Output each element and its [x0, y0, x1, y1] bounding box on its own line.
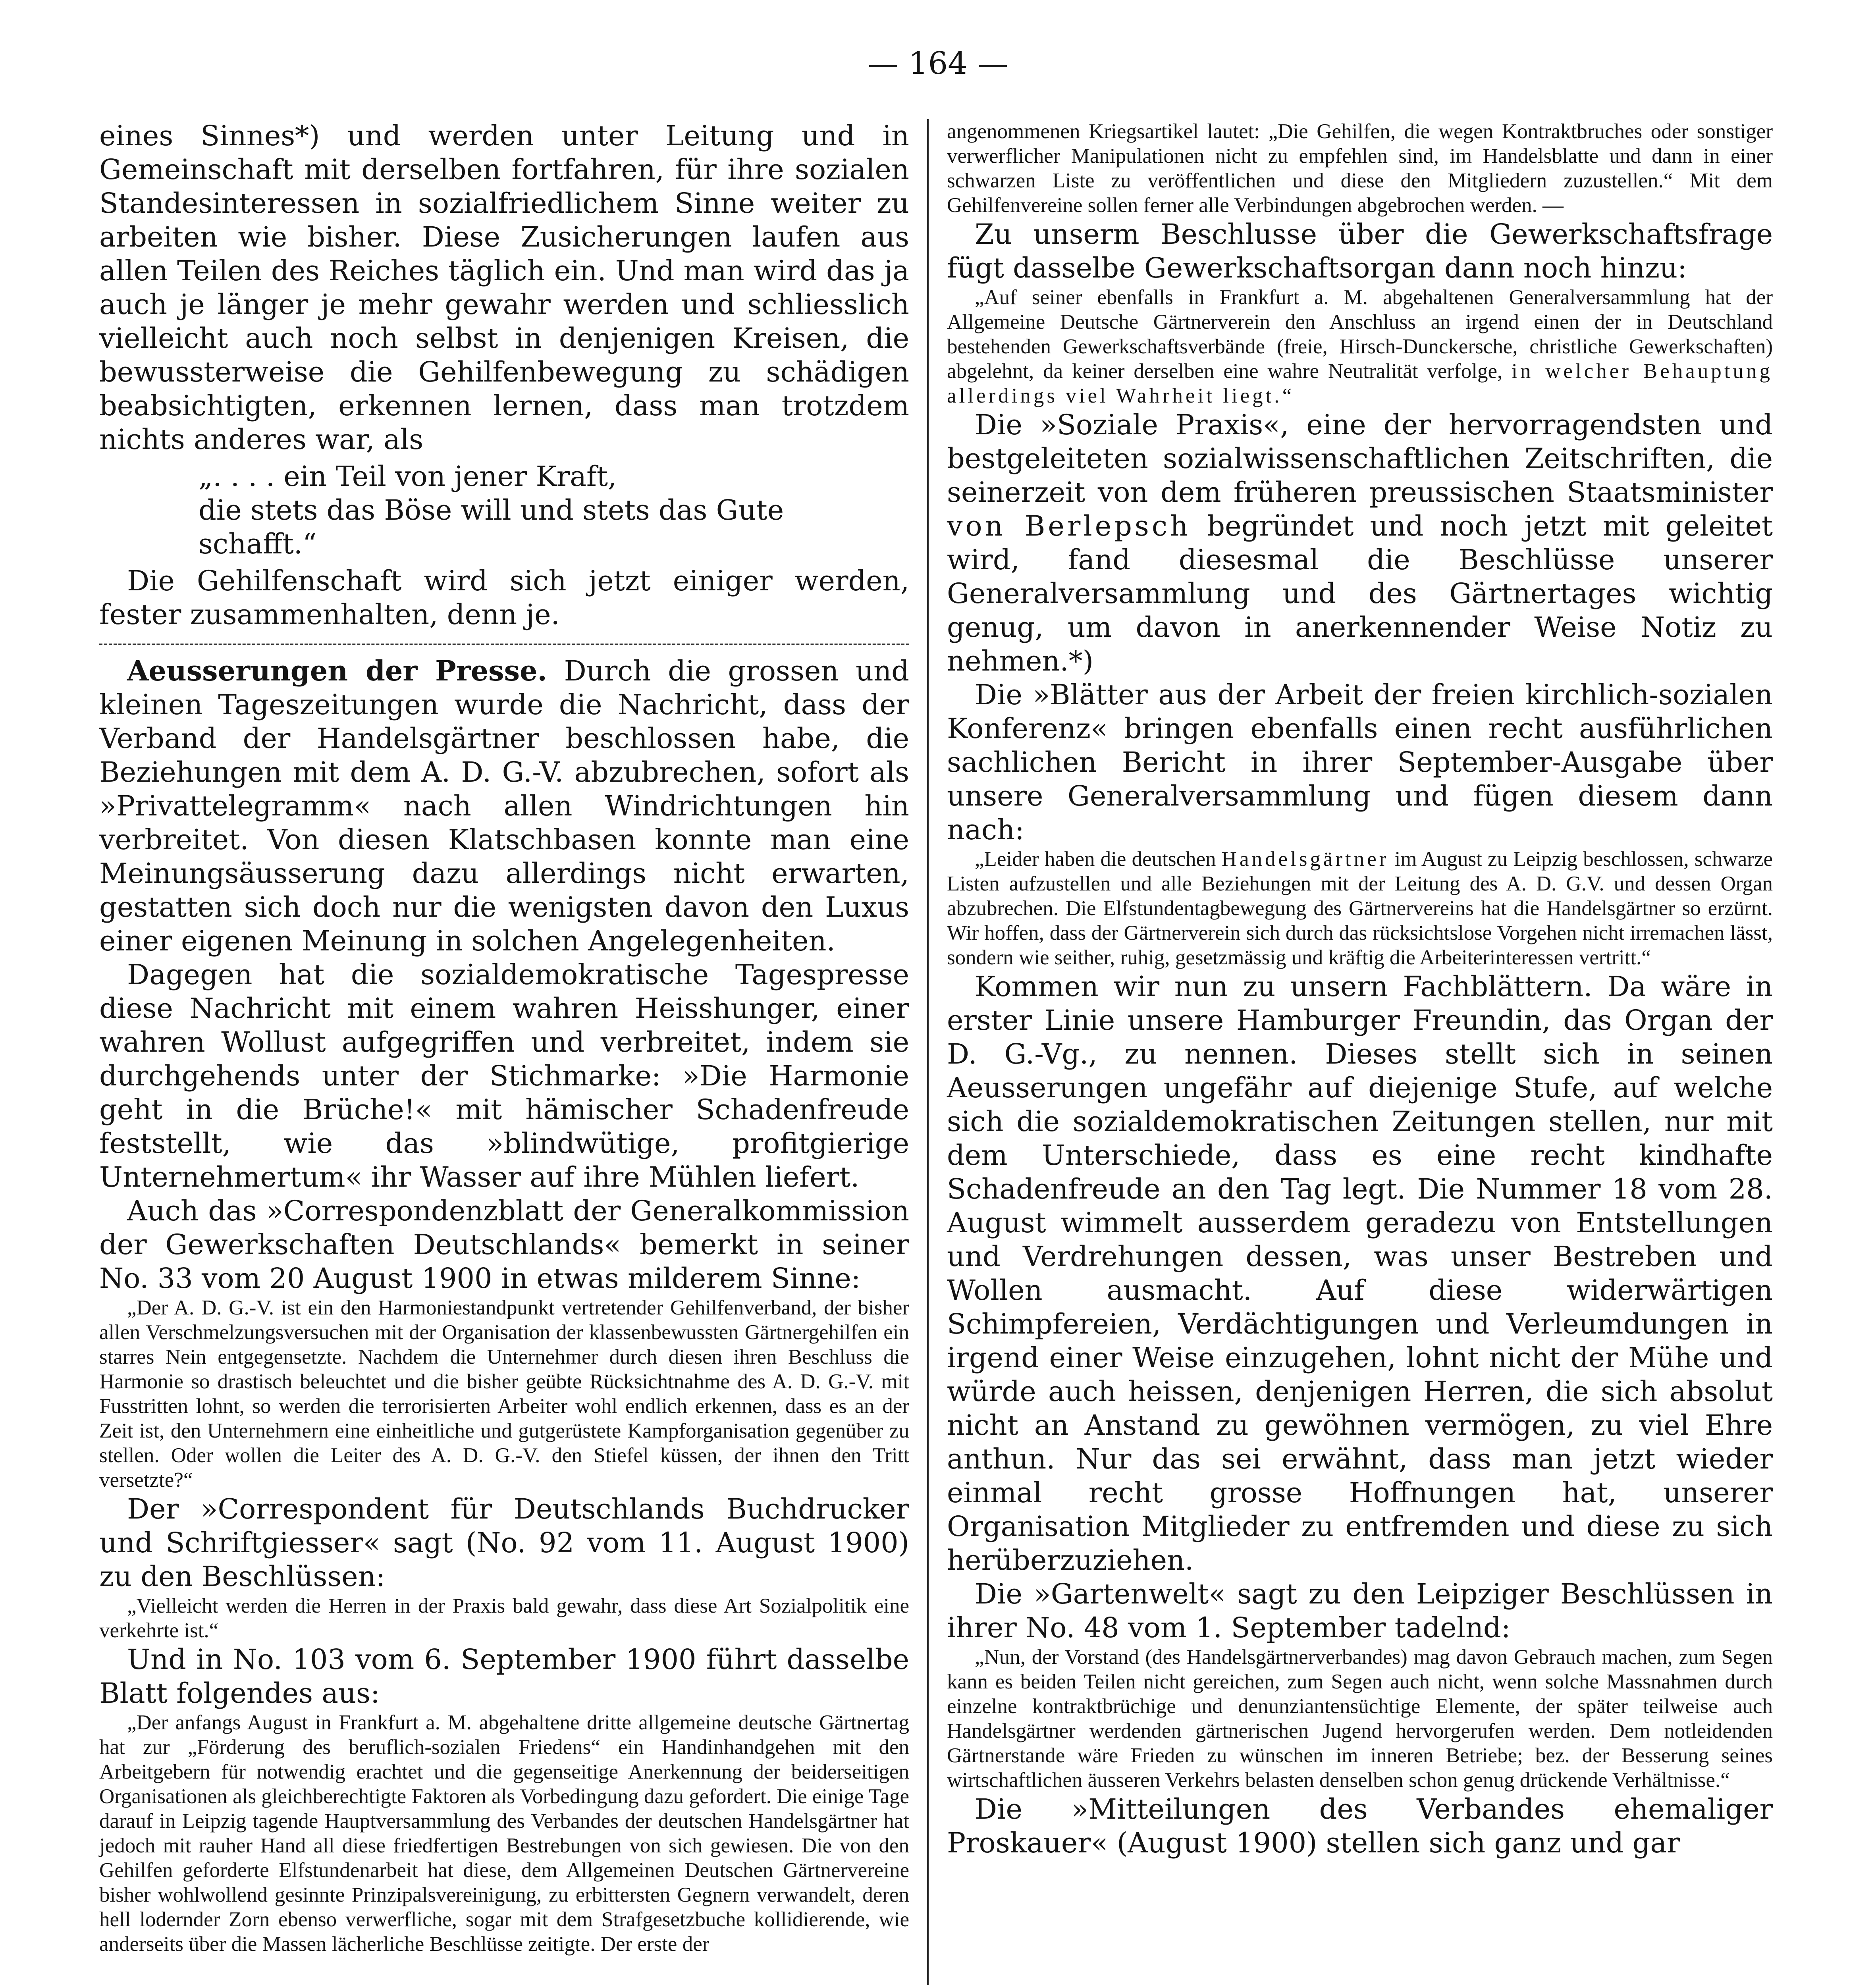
- emphasized-name: von Berlepsch: [947, 510, 1191, 542]
- block-quote: „Der anfangs August in Frankfurt a. M. abgehaltene dritte allgemeine deutsche Gärtnertag hat zur „Förderung des beruflich-sozialen Friedens“ ein Handinhandgehen mit den Arbeitgebern für notwendig erachtet und die gegenseitige Anerkennung der beiderseitigen Organisationen als gleichberechtigte Faktoren als Vorbedingung dazu gefordert. Die einige Tage darauf in Leipzig tagende Hauptversammlung des Verbandes der deutschen Handelsgärtner hat jedoch mit rauher Hand all diese friedfertigen Bestrebungen von sich gewiesen. Die von den Gehilfen geforderte Elfstundenarbeit hat diese, dem Allgemeinen Deutschen Gärtnervereine bisher wohlwollend gesinnte Prinzipalsvereinigung, zu erbittersten Gegnern verwandelt, deren hell lodernder Zorn ebenso verwerfliche, sogar mit dem Strafgesetzbuche kollidierende, wie anderseits über die Massen lächerliche Beschlüsse zeitigte. Der erste der: [99, 1711, 909, 1956]
- block-quote: [947, 847, 1773, 970]
- paragraph: Auch das »Correspondenzblatt der Generalkommission der Gewerkschaften Deutschlands« bemerkt in seiner No. 33 vom 20 August 1900 in etwas milderem Sinne:: [99, 1195, 909, 1295]
- paragraph-text: Die »Soziale Praxis«, eine der hervorragendsten und bestgeleiteten sozialwissenschaftlichen Zeitschriften, die seinerzeit von dem früheren preussischen Staatsminister: [947, 409, 1773, 509]
- paragraph: Die »Mitteilungen des Verbandes ehemaliger Proskauer« (August 1900) stellen sich ganz und gar: [947, 1793, 1773, 1859]
- poem-quote: [199, 460, 909, 561]
- left-column: [99, 119, 909, 1956]
- paragraph: Dagegen hat die sozialdemokratische Tagespresse diese Nachricht mit einem wahren Heisshunger, einer wahren Wollust aufgegriffen und verbreitet, indem sie durchgehends unter der Stichmarke: »Die Harmonie geht in die Brüche!« mit hämischer Schadenfreude feststellt, wie das »blindwütige, profitgierige Unternehmertum« ihr Wasser auf ihre Mühlen liefert.: [99, 958, 909, 1193]
- quote-text: „Auf seiner ebenfalls in Frankfurt a. M. abgehaltenen Generalversammlung hat der Allgemeine Deutsche Gärtnerverein den Anschluss an irgend einen der in Deutschland bestehenden Gewerkschaftsverbände (freie, Hirsch-Dunckersche, christliche Gewerkschaften) abgelehnt, da keiner derselben eine wahre Neutralität verfolge,: [947, 286, 1773, 383]
- block-quote: angenommenen Kriegsartikel lautet: „Die Gehilfen, die wegen Kontraktbruches oder sonstiger verwerflicher Manipulationen nicht zu empfehlen sind, im Handelsblatte und dann in einer schwarzen Liste zu veröffentlichen und diese den Mitgliedern zuzustellen.“ Mit dem Gehilfenvereine sollen ferner alle Verbindungen abgebrochen werden. —: [947, 120, 1773, 217]
- section-heading: Aeusserungen der Presse.: [127, 654, 547, 687]
- emphasized-text: in welcher Behauptung allerdings viel Wahrheit liegt.: [947, 360, 1773, 407]
- paragraph: Zu unserm Beschlusse über die Gewerkschaftsfrage fügt dasselbe Gewerkschaftsorgan dann noch hinzu:: [947, 218, 1773, 284]
- paragraph: Der »Correspondent für Deutschlands Buchdrucker und Schriftgiesser« sagt (No. 92 vom 11. August 1900) zu den Beschlüssen:: [99, 1493, 909, 1593]
- poem-line: „. . . . ein Teil von jener Kraft,: [199, 460, 617, 493]
- column-divider: [927, 119, 929, 1985]
- poem-line: die stets das Böse will und stets das Gute schafft.“: [199, 494, 784, 560]
- block-quote: „Vielleicht werden die Herren in der Praxis bald gewahr, dass diese Art Sozialpolitik eine verkehrte ist.“: [99, 1594, 909, 1642]
- quote-text: “: [1282, 384, 1292, 407]
- emphasized-text: Handelsgärtner: [1221, 848, 1389, 871]
- paragraph: Die »Gartenwelt« sagt zu den Leipziger Beschlüssen in ihrer No. 48 vom 1. September tadelnd:: [947, 1578, 1773, 1644]
- paragraph: eines Sinnes*) und werden unter Leitung und in Gemeinschaft mit derselben fortfahren, für ihre sozialen Standesinteressen in sozialfriedlichem Sinne weiter zu arbeiten wie bisher. Diese Zusicherungen laufen aus allen Teilen des Reiches täglich ein. Und man wird das ja auch je länger je mehr gewahr werden und schliesslich vielleicht auch noch selbst in denjenigen Kreisen, die bewussterweise die Gehilfenbewegung zu schädigen beabsichtigten, erkennen lernen, dass man trotzdem nichts anderes war, als: [99, 119, 909, 456]
- paragraph-text: Durch die grossen und kleinen Tageszeitungen wurde die Nachricht, dass der Verband der Handelsgärtner beschlossen habe, die Beziehungen mit dem A. D. G.-V. abzubrechen, sofort als »Privattelegramm« nach allen Windrichtungen hin verbreitet. Von diesen Klatschbasen konnte man eine Meinungsäusserung dazu allerdings nicht erwarten, gestatten sich doch nur die wenigsten davon den Luxus einer eigenen Meinung in solchen Angelegenheiten.: [99, 655, 909, 957]
- quote-text: im August zu Leipzig beschlossen, schwarze Listen aufzustellen und alle Beziehungen mit der Leitung des A. D. G.V. und dessen Organ abzubrechen. Die Elfstundentagbewegung des Gärtnervereins hat die Handelsgärtner so erzürnt. Wir hoffen, dass der Gärtnerverein sich durch das rücksichtslose Vorgehen nicht irremachen lässt, sondern wie seither, ruhig, gesetzmässig und kräftig die Arbeiterinteressen vertritt.“: [947, 848, 1773, 969]
- page-number: — 164 —: [868, 46, 1008, 81]
- right-column: [947, 119, 1773, 1860]
- paragraph: Die »Blätter aus der Arbeit der freien kirchlich-sozialen Konferenz« bringen ebenfalls einen recht ausführlichen sachlichen Bericht in ihrer September-Ausgabe über unsere Generalversammlung und fügen diesem dann nach:: [947, 678, 1773, 846]
- paragraph: Und in No. 103 vom 6. September 1900 führt dasselbe Blatt folgendes aus:: [99, 1643, 909, 1709]
- quote-text: „Leider haben die deutschen: [975, 848, 1222, 871]
- paragraph: [947, 408, 1773, 678]
- block-quote: [947, 285, 1773, 408]
- block-quote: „Der A. D. G.-V. ist ein den Harmoniestandpunkt vertretender Gehilfenverband, der bisher allen Verschmelzungsversuchen mit der Organisation der klassenbewussten Gärtnergehilfen ein starres Nein entgegensetzte. Nachdem die Unternehmer durch diesen ihren Beschluss die Harmonie so drastisch beleuchtet und die bisher geübte Rücksichtnahme des A. D. G.-V. mit Fusstritten lohnt, so werden die terrorisierten Arbeiter wohl endlich erkennen, dass es an der Zeit ist, den Unternehmern eine einheitliche und gutgerüstete Kampforganisation gegenüber zu stellen. Oder wollen die Leiter des A. D. G.-V. den Stiefel küssen, der ihnen den Tritt versetzte?“: [99, 1296, 909, 1492]
- section-paragraph: [99, 654, 909, 958]
- paragraph-text: begründet und noch jetzt mit geleitet wird, fand diesesmal die Beschlüsse unserer Generalversammlung und des Gärtnertages wichtig genug, um davon in anerkennender Weise Notiz zu nehmen.*): [947, 510, 1773, 677]
- paragraph: Kommen wir nun zu unsern Fachblättern. Da wäre in erster Linie unsere Hamburger Freundin, das Organ der D. G.-Vg., zu nennen. Dieses stellt sich in seinen Aeusserungen ungefähr auf diejenige Stufe, auf welche sich die sozialdemokratischen Zeitungen stellen, nur mit dem Unterschiede, dass es eine recht kindhafte Schadenfreude an den Tag legt. Die Nummer 18 vom 28. August wimmelt ausserdem geradezu von Entstellungen und Verdrehungen dessen, was unser Bestreben und Wollen ausmacht. Auf diese widerwärtigen Schimpfereien, Verdächtigungen und Verleumdungen in irgend einer Weise einzugehen, lohnt nicht der Mühe und würde auch heissen, denjenigen Herren, die sich absolut nicht an Anstand zu gewöhnen vermögen, zu viel Ehre anthun. Nur das sei erwähnt, dass man jetzt wieder einmal recht grosse Hoffnungen hat, unserer Organisation Mitglieder zu entfremden und diese zu sich herüberzuziehen.: [947, 970, 1773, 1576]
- section-divider: [99, 644, 909, 645]
- block-quote: „Nun, der Vorstand (des Handelsgärtnerverbandes) mag davon Gebrauch machen, zum Segen kann es beiden Teilen nicht gereichen, zum Segen auch nicht, wenn solche Massnahmen durch einzelne kontraktbrüchige und denunziantensüchtige Elemente, der später teilweise auch Handelsgärtner werdenden gärtnerischen Jugend hervorgerufen werden. Dem notleidenden Gärtnerstande wäre Frieden zu wünschen im inneren Betriebe; bez. der Besserung seines wirtschaftlichen äusseren Verkehrs belasten denselben schon genug drückende Verhältnisse.“: [947, 1646, 1773, 1792]
- paragraph: Die Gehilfenschaft wird sich jetzt einiger werden, fester zusammenhalten, denn je.: [99, 565, 909, 631]
